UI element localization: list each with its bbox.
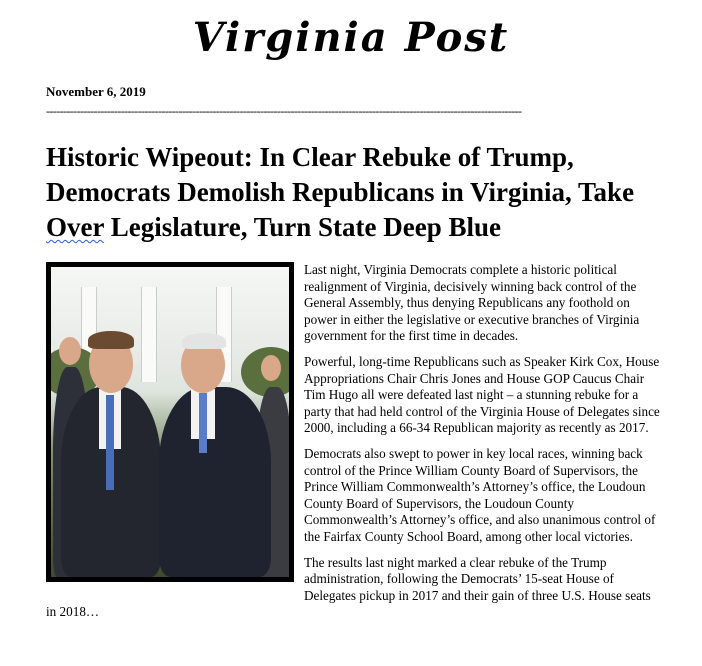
masthead: Virginia Post: [192, 14, 510, 61]
headline-part-2: Legislature, Turn State Deep Blue: [103, 212, 502, 242]
article-body: [46, 262, 660, 630]
article-paragraph: Powerful, long-time Republicans such as Speaker Kirk Cox, House Appropriations Chair Chris Jones and House GOP Caucus Chair Tim Hugo all were defeated last night – a stunning rebuke for a party that had held control of the Virginia House of Delegates since 2000, including a 66-34 Republican majority as recently as 2017.: [304, 353, 660, 436]
article-headline: [46, 140, 686, 245]
article-paragraph: The results last night marked a clear rebuke of the Trump administration, following the Democrats’ 15-seat House of Delegates pickup in 2017 and their gain of three U.S. House seats in 2018…: [46, 554, 651, 620]
separator-rule: --------------------------------------------------------------------------------------------------------------------------------------------: [46, 106, 522, 116]
article-paragraph: Democrats also swept to power in key local races, winning back control of the Prince William County Board of Supervisors, the Prince William Commonwealth’s Attorney’s office, the Loudoun County Board of Supervisors, the Loudoun County Commonwealth’s Attorney’s office, and also unanimous control of the Fairfax County School Board, among other local victories.: [304, 445, 656, 544]
article-paragraph: Last night, Virginia Democrats complete a historic political realignment of Virginia, decisively winning back control of the General Assembly, thus denying Republicans any foothold on power in either the legislative or executive branches of Virginia government for the first time in decades.: [304, 262, 640, 344]
headline-part-1: Historic Wipeout: In Clear Rebuke of Trump, Democrats Demolish Republicans in Virginia, Take: [46, 142, 635, 207]
headline-spellcheck-word: Over: [46, 212, 104, 242]
article-date: November 6, 2019: [46, 84, 146, 99]
